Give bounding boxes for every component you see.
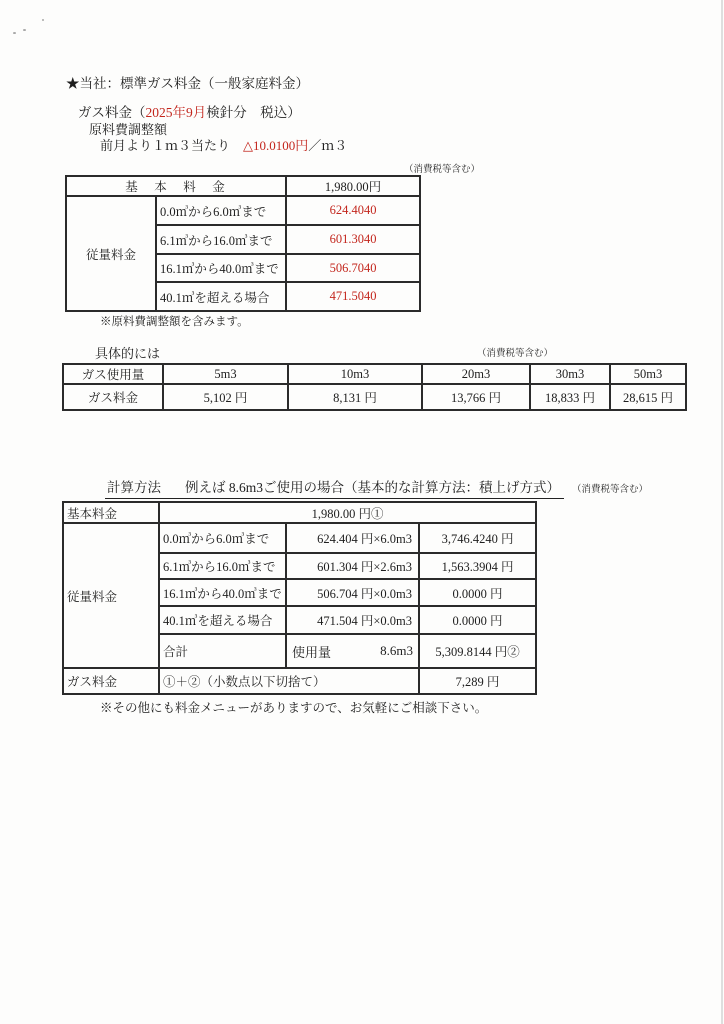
rate-table-footnote: ※原料費調整額を含みます。 [100, 316, 249, 328]
usage-label: 使用量 [292, 644, 332, 660]
calc-tier-range-cell: 6.1㎥から16.0㎥まで [159, 553, 286, 579]
page-title [66, 72, 309, 92]
standard-rate-table [65, 175, 421, 312]
fee-value-cell: 8,131 円 [288, 384, 422, 410]
subtitle-suffix: 検針分 税込） [206, 105, 301, 120]
adjustment-line [100, 135, 347, 154]
tier-range-cell: 16.1㎥から40.0㎥まで [156, 254, 286, 282]
fee-value-cell: 28,615 円 [610, 384, 686, 410]
usage-col-header: 50m3 [610, 364, 686, 384]
tier-range-cell: 40.1㎥を超える場合 [156, 282, 286, 311]
tier-range-cell: 6.1㎥から16.0㎥まで [156, 225, 286, 254]
calc-total-label-cell: 合計 [159, 634, 286, 668]
usage-header-row [63, 364, 686, 384]
calc-tier-range-cell: 16.1㎥から40.0㎥まで [159, 579, 286, 606]
adjustment-prefix: 前月より１ｍ３当たり [100, 138, 244, 153]
tier-rate-cell: 471.5040 [286, 282, 420, 311]
meter-reading-month: 2025年9月 [145, 105, 207, 120]
example-table-caption: 具体的には [95, 346, 161, 361]
calc-method-caption [105, 476, 648, 499]
tier-rate-cell: 624.4040 [286, 196, 420, 225]
usage-value: 8.6m3 [380, 643, 413, 658]
fee-value-cell: 18,833 円 [530, 384, 610, 410]
usage-label-cell: ガス使用量 [63, 364, 163, 384]
example-fee-table [62, 363, 687, 411]
tier-rate-cell: 601.3040 [286, 225, 420, 254]
calc-formula-cell: 471.504 円×0.0m3 [286, 606, 419, 634]
calc-amount-cell: 0.0000 円 [419, 606, 536, 634]
basic-fee-label-cell: 基 本 料 金 [66, 176, 286, 196]
basic-fee-value-cell: 1,980.00円 [286, 176, 420, 196]
tax-note-example-table: （消費税等含む） [477, 349, 554, 359]
calc-method-underlined [105, 476, 564, 499]
calc-table-footnote: ※その他にも料金メニューがありますので、お気軽にご相談下さい。 [100, 701, 488, 715]
tier-row [66, 196, 420, 225]
calc-tier-group-label-cell: 従量料金 [63, 523, 159, 668]
calc-formula-cell: 624.404 円×6.0m3 [286, 523, 419, 553]
tier-group-label-cell: 従量料金 [66, 196, 156, 311]
usage-col-header: 20m3 [422, 364, 530, 384]
calc-formula-cell: 506.704 円×0.0m3 [286, 579, 419, 606]
calc-amount-cell: 1,563.3904 円 [419, 553, 536, 579]
scan-artifact [23, 29, 26, 31]
fee-label-cell: ガス料金 [63, 384, 163, 410]
scan-artifact [13, 32, 16, 34]
calculation-table [62, 501, 537, 695]
tier-rate-cell: 506.7040 [286, 254, 420, 282]
calc-amount-cell: 3,746.4240 円 [419, 523, 536, 553]
fee-row [63, 384, 686, 410]
calc-fee-amount-cell: 7,289 円 [419, 668, 536, 694]
adjustment-amount: △10.0100円 [243, 138, 309, 153]
usage-col-header: 10m3 [288, 364, 422, 384]
calc-amount-cell: 0.0000 円 [419, 579, 536, 606]
basic-fee-row [66, 176, 420, 196]
calc-basic-row [63, 502, 536, 523]
calc-method-text: 例えば 8.6m3ご使用の場合（基本的な計算方法：積上げ方式） [185, 480, 560, 495]
calc-tier-range-cell: 40.1㎥を超える場合 [159, 606, 286, 634]
calc-tier-range-cell: 0.0㎥から6.0㎥まで [159, 523, 286, 553]
adjustment-label: 原料費調整額 [89, 122, 168, 137]
scan-edge-line [721, 0, 723, 1024]
calc-total-amount-cell: 5,309.8144 円② [419, 634, 536, 668]
tier-range-cell: 0.0㎥から6.0㎥まで [156, 196, 286, 225]
calc-basic-value-cell: 1,980.00 円① [159, 502, 536, 523]
subtitle-line [78, 101, 301, 121]
calc-tier-row [63, 523, 536, 553]
usage-col-header: 5m3 [163, 364, 288, 384]
calc-usage-cell [286, 634, 419, 668]
fee-value-cell: 13,766 円 [422, 384, 530, 410]
calc-fee-formula-cell: ①＋②（小数点以下切捨て） [159, 668, 419, 694]
usage-col-header: 30m3 [530, 364, 610, 384]
tax-note-calc-table: （消費税等含む） [572, 485, 649, 495]
calc-fee-label-cell: ガス料金 [63, 668, 159, 694]
calc-fee-row [63, 668, 536, 694]
adjustment-unit: ／ｍ３ [308, 138, 348, 153]
scan-artifact [42, 19, 44, 21]
calc-method-label: 計算方法 [107, 480, 161, 495]
calc-formula-cell: 601.304 円×2.6m3 [286, 553, 419, 579]
fee-value-cell: 5,102 円 [163, 384, 288, 410]
calc-basic-label-cell: 基本料金 [63, 502, 159, 523]
page-title-text: ★当社：標準ガス料金（一般家庭料金） [66, 76, 309, 91]
tax-note-rate-table: （消費税等含む） [404, 165, 481, 175]
subtitle-prefix: ガス料金（ [78, 105, 146, 120]
